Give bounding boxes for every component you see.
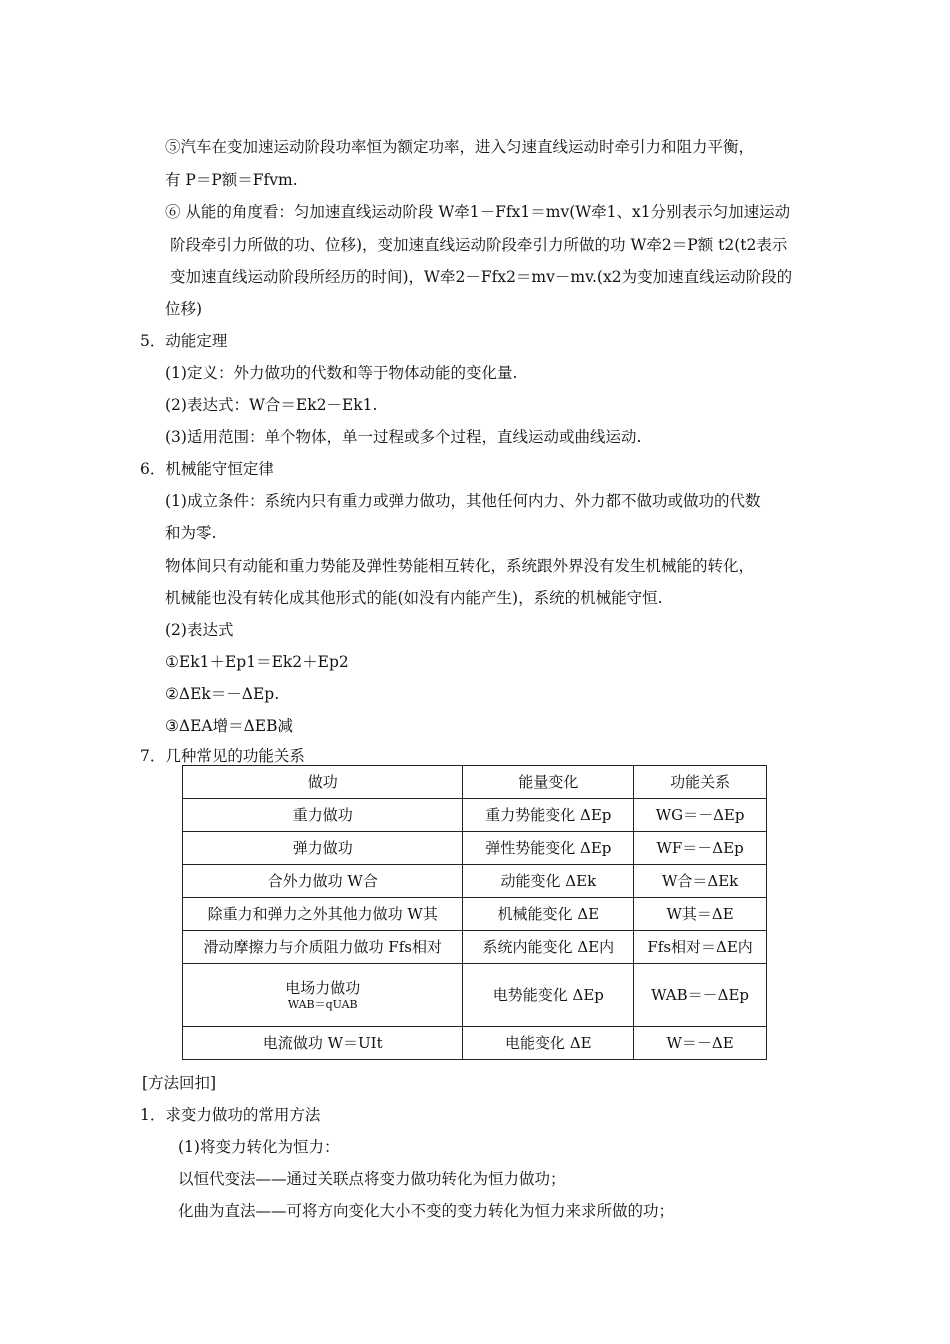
- table-cell-relation: W＝－ΔE: [634, 1027, 767, 1060]
- table-cell-relation: WG＝－ΔEp: [634, 799, 767, 832]
- table-cell-work: 合外力做功 W合: [183, 865, 463, 898]
- table-row: [183, 832, 767, 865]
- table-cell-work-main: 电场力做功: [285, 979, 361, 997]
- para-5-line-1: ⑤汽车在变加速运动阶段功率恒为额定功率，进入匀速直线运动时牵引力和阻力平衡，: [165, 138, 755, 156]
- table-cell-relation: W合＝ΔEk: [634, 865, 767, 898]
- table-header-work: 做功: [183, 766, 463, 799]
- table-cell-energy: 动能变化 ΔEk: [463, 865, 634, 898]
- section-6-formula-1: ①Ek1＋Ep1＝Ek2＋Ep2: [165, 653, 349, 671]
- section-7-heading: 7．几种常见的功能关系: [140, 747, 305, 765]
- table-cell-energy: 机械能变化 ΔE: [463, 898, 634, 931]
- para-6-line-3: 变加速直线运动阶段所经历的时间)，W牵2－Ffx2＝mv－mv.(x2为变加速直线运动阶段的: [170, 268, 793, 286]
- table-cell-relation: WF＝－ΔEp: [634, 832, 767, 865]
- table-cell-work: [183, 964, 463, 1027]
- table-cell-work: 除重力和弹力之外其他力做功 W其: [183, 898, 463, 931]
- work-energy-table: [182, 765, 767, 1060]
- table-cell-energy: 系统内能变化 ΔE内: [463, 931, 634, 964]
- table-cell-work: 滑动摩擦力与介质阻力做功 Ffs相对: [183, 931, 463, 964]
- method-1-sub-1-b: 化曲为直法——可将方向变化大小不变的变力转化为恒力来求所做的功；: [178, 1202, 675, 1220]
- table-cell-energy: 弹性势能变化 ΔEp: [463, 832, 634, 865]
- table-header-relation: 功能关系: [634, 766, 767, 799]
- para-6-line-2: 阶段牵引力所做的功、位移)，变加速直线运动阶段牵引力所做的功 W牵2＝P额 t2(t2表示: [170, 236, 788, 254]
- table-row: [183, 964, 767, 1027]
- table-cell-relation: W其＝ΔE: [634, 898, 767, 931]
- table-row: [183, 931, 767, 964]
- table-cell-work: 重力做功: [183, 799, 463, 832]
- table-header-energy: 能量变化: [463, 766, 634, 799]
- section-5-scope: (3)适用范围：单个物体，单一过程或多个过程，直线运动或曲线运动.: [165, 428, 642, 446]
- table-cell-work-formula: WAB＝qUAB: [287, 998, 358, 1011]
- section-5-heading: 5．动能定理: [140, 332, 228, 350]
- method-1-heading: 1．求变力做功的常用方法: [140, 1106, 321, 1124]
- method-1-sub-1-a: 以恒代变法——通过关联点将变力做功转化为恒力做功；: [178, 1170, 566, 1188]
- para-6-line-4: 位移): [165, 300, 203, 318]
- section-5-expression: (2)表达式：W合＝Ek2－Ek1.: [165, 396, 378, 414]
- section-5-definition: (1)定义：外力做功的代数和等于物体动能的变化量.: [165, 364, 518, 382]
- table-cell-relation: WAB＝－ΔEp: [634, 964, 767, 1027]
- table-cell-energy: 电势能变化 ΔEp: [463, 964, 634, 1027]
- para-5-line-2: 有 P＝P额＝Ffvm.: [165, 171, 298, 189]
- method-1-sub-1: (1)将变力转化为恒力：: [178, 1138, 340, 1156]
- section-6-formula-2: ②ΔEk＝－ΔEp.: [165, 685, 280, 703]
- table-row: [183, 1027, 767, 1060]
- table-cell-work: 电流做功 W＝UIt: [183, 1027, 463, 1060]
- method-review-heading: [方法回扣]: [142, 1074, 217, 1092]
- para-6-line-1: ⑥ 从能的角度看：匀加速直线运动阶段 W牵1－Ffx1＝mv(W牵1、x1分别表示匀加速运动: [165, 203, 791, 221]
- table-row: [183, 898, 767, 931]
- section-6-condition-line-3: 物体间只有动能和重力势能及弹性势能相互转化，系统跟外界没有发生机械能的转化，: [165, 557, 755, 575]
- table-cell-energy: 电能变化 ΔE: [463, 1027, 634, 1060]
- table-cell-work: 弹力做功: [183, 832, 463, 865]
- table-cell-relation: Ffs相对＝ΔE内: [634, 931, 767, 964]
- section-6-heading: 6．机械能守恒定律: [140, 460, 274, 478]
- table-row: [183, 865, 767, 898]
- section-6-formula-3: ③ΔEA增＝ΔEB减: [165, 717, 293, 735]
- table-header-row: [183, 766, 767, 799]
- table-row: [183, 799, 767, 832]
- section-6-condition-line-1: (1)成立条件：系统内只有重力或弹力做功，其他任何内力、外力都不做功或做功的代数: [165, 492, 761, 510]
- section-6-condition-line-4: 机械能也没有转化成其他形式的能(如没有内能产生)，系统的机械能守恒.: [165, 589, 663, 607]
- section-6-condition-line-2: 和为零.: [165, 524, 217, 542]
- section-6-expression-heading: (2)表达式: [165, 621, 234, 639]
- table-cell-energy: 重力势能变化 ΔEp: [463, 799, 634, 832]
